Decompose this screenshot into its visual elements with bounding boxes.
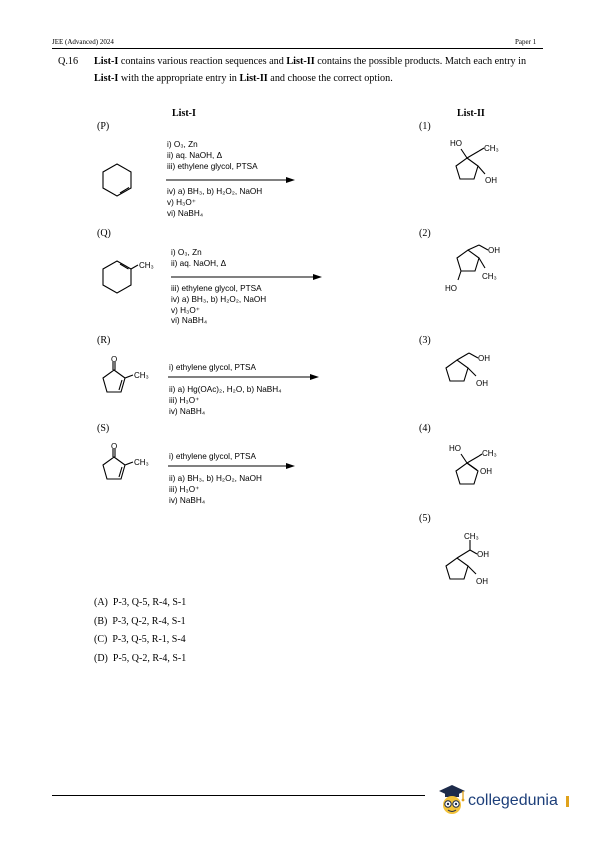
option-label: (B) <box>94 616 108 627</box>
question-text-bold: List-I <box>94 73 119 84</box>
option-text: P-3, Q-2, R-4, S-1 <box>112 616 186 627</box>
o-label: O <box>111 442 118 451</box>
brand-logo-text[interactable]: collegedunia <box>468 792 558 809</box>
option-a[interactable] <box>94 597 186 608</box>
oh-label: OH <box>485 176 497 185</box>
question-text-bold: List-II <box>286 56 315 67</box>
option-text: P-3, Q-5, R-4, S-1 <box>112 597 187 608</box>
p-reaction-arrow <box>166 176 296 184</box>
oh-label: OH <box>476 577 488 586</box>
ch3-label: CH₃ <box>139 261 154 270</box>
footer-rule <box>52 795 425 796</box>
question-text-run: and choose the correct option. <box>267 73 393 84</box>
question-text-run: with the appropriate entry in <box>118 73 240 84</box>
methylcyclopentenone-structure-s <box>96 441 160 485</box>
entry-r-label: (R) <box>97 335 111 346</box>
product-4-structure <box>440 437 520 495</box>
oh-label: OH <box>478 354 490 363</box>
oh-label: OH <box>488 246 500 255</box>
ch3-label: CH₃ <box>134 458 149 467</box>
option-label: (A) <box>94 597 108 608</box>
ch3-label: CH₃ <box>482 449 497 458</box>
option-d[interactable] <box>94 653 186 664</box>
product-3-structure <box>440 344 530 398</box>
ch3-label: CH₃ <box>464 532 479 541</box>
ho-label: HO <box>449 444 461 453</box>
s-conditions-below: ii) a) BH₃, b) H₂O₂, NaOH iii) H₃O⁺ iv) NaBH₄ <box>169 474 262 505</box>
entry-s-label: (S) <box>97 423 110 434</box>
brand-logo-accent <box>566 796 569 807</box>
option-text: P-5, Q-2, R-4, S-1 <box>112 653 187 664</box>
s-conditions-above: i) ethylene glycol, PTSA <box>169 452 256 461</box>
q-conditions-above: i) O₃, Zn ii) aq. NaOH, Δ <box>171 248 227 268</box>
oh-label: OH <box>476 379 488 388</box>
question-text-bold: List-I <box>94 56 119 67</box>
product-5-structure <box>440 528 530 592</box>
methylcyclopentenone-structure-r <box>96 354 160 398</box>
product-2-structure <box>440 240 530 298</box>
option-text: P-3, Q-5, R-1, S-4 <box>112 634 186 645</box>
ch3-label: CH₃ <box>134 371 149 380</box>
ho-label: HO <box>445 284 457 293</box>
s-reaction-arrow <box>168 462 296 470</box>
header-right: Paper 1 <box>515 38 537 46</box>
question-text-run: contains the possible products. Match each entry in <box>314 56 527 67</box>
oh-label: OH <box>477 550 489 559</box>
product-1-structure <box>440 134 520 194</box>
q-conditions-below: iii) ethylene glycol, PTSA iv) a) BH₃, b) H₂O₂, NaOH v) H₃O⁺ vi) NaBH₄ <box>171 284 267 326</box>
header-rule <box>52 48 543 49</box>
cyclohexene-structure <box>100 162 134 198</box>
question-text-run: contains various reaction sequences and <box>118 56 287 67</box>
product-3-label: (3) <box>419 335 431 346</box>
question-number: Q.16 <box>58 56 79 67</box>
ch3-label: CH₃ <box>482 272 497 281</box>
r-conditions-below: ii) a) Hg(OAc)₂, H₂O, b) NaBH₄ iii) H₃O⁺ iv) NaBH₄ <box>169 385 282 416</box>
option-label: (D) <box>94 653 108 664</box>
product-5-label: (5) <box>419 513 431 524</box>
q-reaction-arrow <box>171 273 323 281</box>
r-reaction-arrow <box>168 373 320 381</box>
product-2-label: (2) <box>419 228 431 239</box>
product-4-label: (4) <box>419 423 431 434</box>
ch3-label: CH₃ <box>484 144 499 153</box>
r-conditions-above: i) ethylene glycol, PTSA <box>169 363 256 372</box>
list2-title: List-II <box>457 108 485 119</box>
header-left: JEE (Advanced) 2024 <box>52 38 114 46</box>
product-1-label: (1) <box>419 121 431 132</box>
entry-p-label: (P) <box>97 121 110 132</box>
p-conditions-above: i) O₃, Zn ii) aq. NaOH, Δ iii) ethylene glycol, PTSA <box>167 140 258 171</box>
option-label: (C) <box>94 634 108 645</box>
ho-label: HO <box>450 139 462 148</box>
entry-q-label: (Q) <box>97 228 111 239</box>
question-text <box>94 53 542 87</box>
question-text-bold: List-II <box>239 73 268 84</box>
graduate-mascot-icon <box>436 782 468 822</box>
oh-label: OH <box>480 467 492 476</box>
list1-title: List-I <box>172 108 196 119</box>
option-c[interactable] <box>94 634 186 645</box>
o-label: O <box>111 355 118 364</box>
p-conditions-below: iv) a) BH₃, b) H₂O₂, NaOH v) H₃O⁺ vi) NaBH₄ <box>167 187 263 218</box>
option-b[interactable] <box>94 616 186 627</box>
methylcyclohexene-structure <box>100 256 160 296</box>
